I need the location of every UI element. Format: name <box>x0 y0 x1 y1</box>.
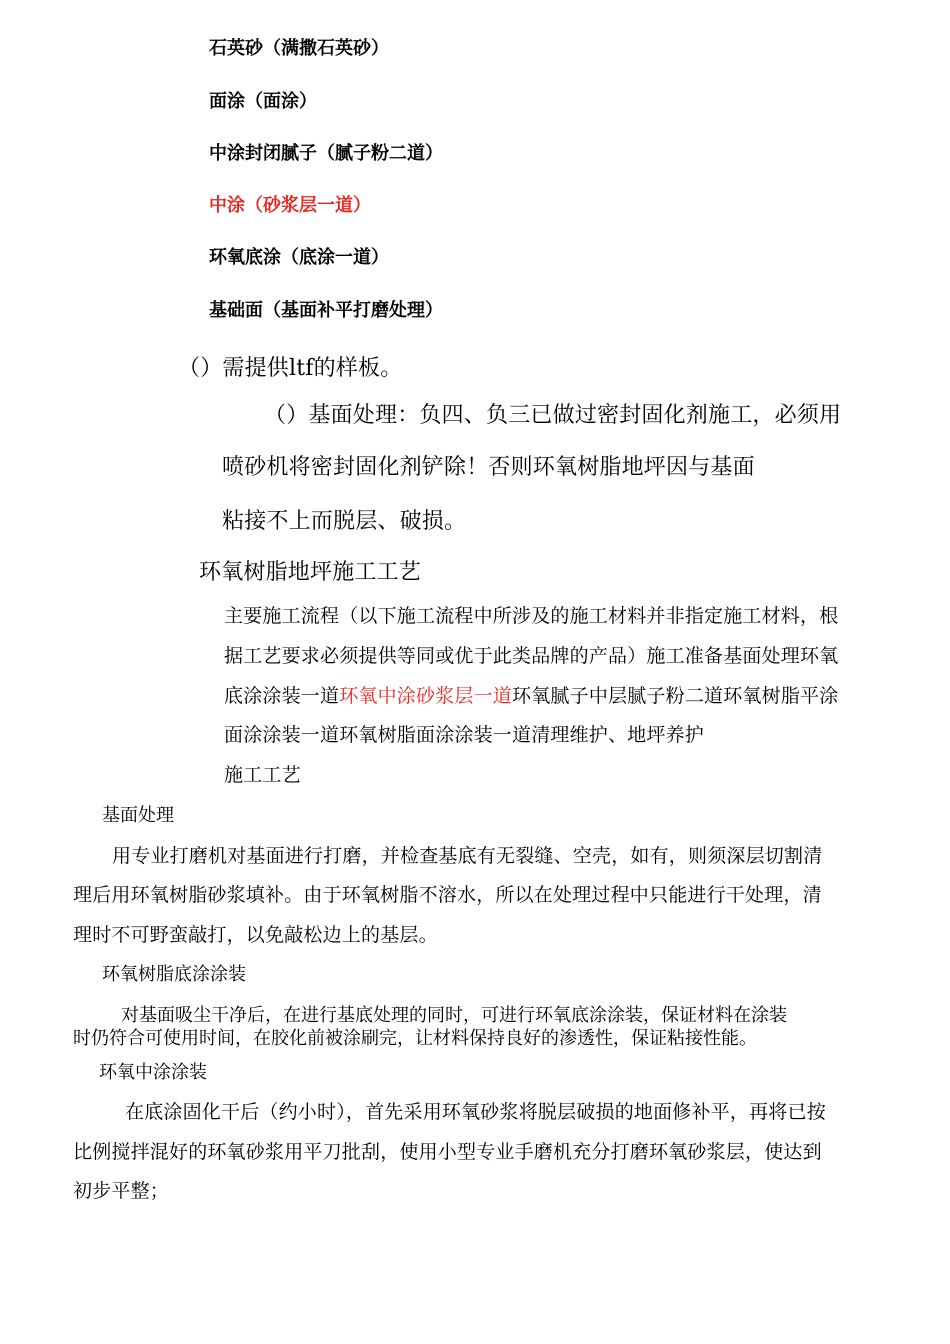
base-section-title: 基面处理 <box>102 805 174 826</box>
flow-line-3-end: 环氧腻子中层腻子粉二道环氧树脂平涂 <box>512 685 839 707</box>
base-section-line-3: 理时不可野蛮敲打，以免敲松边上的基层。 <box>73 924 438 946</box>
layer-item-base-surface: 基础面（基面补平打磨处理） <box>209 300 443 321</box>
middle-section-title: 环氧中涂涂装 <box>99 1062 207 1083</box>
flow-line-3-highlight: 环氧中涂砂浆层一道 <box>339 685 513 707</box>
middle-section-line-2: 比例搅拌混好的环氧砂浆用平刀批刮，使用小型专业手磨机充分打磨环氧砂浆层，使达到 <box>73 1141 822 1163</box>
flow-line-3-start: 底涂涂装一道 <box>224 685 340 707</box>
flow-line-3 <box>224 681 838 708</box>
base-treatment-note-line-1: （）基面处理：负四、负三已做过密封固化剂施工，必须用 <box>264 403 842 428</box>
base-treatment-note-line-2: 喷砂机将密封固化剂铲除！否则环氧树脂地坪因与基面 <box>222 455 755 480</box>
layer-item-quartz-sand: 石英砂（满撒石英砂） <box>209 38 389 59</box>
flow-line-2: 据工艺要求必须提供等同或优于此类品牌的产品）施工准备基面处理环氧 <box>224 645 839 667</box>
middle-section-line-3: 初步平整； <box>73 1180 170 1202</box>
flow-line-4: 面涂涂装一道环氧树脂面涂涂装一道清理维护、地坪养护 <box>224 724 705 746</box>
primer-section-title: 环氧树脂底涂涂装 <box>102 964 246 985</box>
layer-item-primer: 环氧底涂（底涂一道） <box>209 247 389 268</box>
primer-section-line-2: 时仍符合可使用时间，在胶化前被涂刷完，让材料保持良好的渗透性，保证粘接性能。 <box>73 1028 757 1049</box>
layer-item-mortar-coat: 中涂（砂浆层一道） <box>209 195 371 216</box>
primer-section-line-1: 对基面吸尘干净后，在进行基底处理的同时，可进行环氧底涂涂装，保证材料在涂装 <box>121 1005 787 1026</box>
flow-line-1: 主要施工流程（以下施工流程中所涉及的施工材料并非指定施工材料，根 <box>224 605 839 627</box>
section-heading: 环氧树脂地坪施工工艺 <box>199 560 422 585</box>
base-section-line-1: 用专业打磨机对基面进行打磨，并检查基底有无裂缝、空壳，如有，则须深层切割清 <box>112 845 823 867</box>
sample-note: （）需提供ltf的样板。 <box>178 356 403 381</box>
base-treatment-note-line-3: 粘接不上而脱层、破损。 <box>222 509 467 534</box>
flow-line-5: 施工工艺 <box>224 764 301 786</box>
layer-item-sealing-putty: 中涂封闭腻子（腻子粉二道） <box>209 143 443 164</box>
base-section-line-2: 理后用环氧树脂砂浆填补。由于环氧树脂不溶水，所以在处理过程中只能进行干处理，清 <box>73 884 822 906</box>
layer-item-top-coat: 面涂（面涂） <box>209 91 317 112</box>
middle-section-line-1: 在底涂固化干后（约小时），首先采用环氧砂浆将脱层破损的地面修补平，再将已按 <box>125 1101 826 1123</box>
